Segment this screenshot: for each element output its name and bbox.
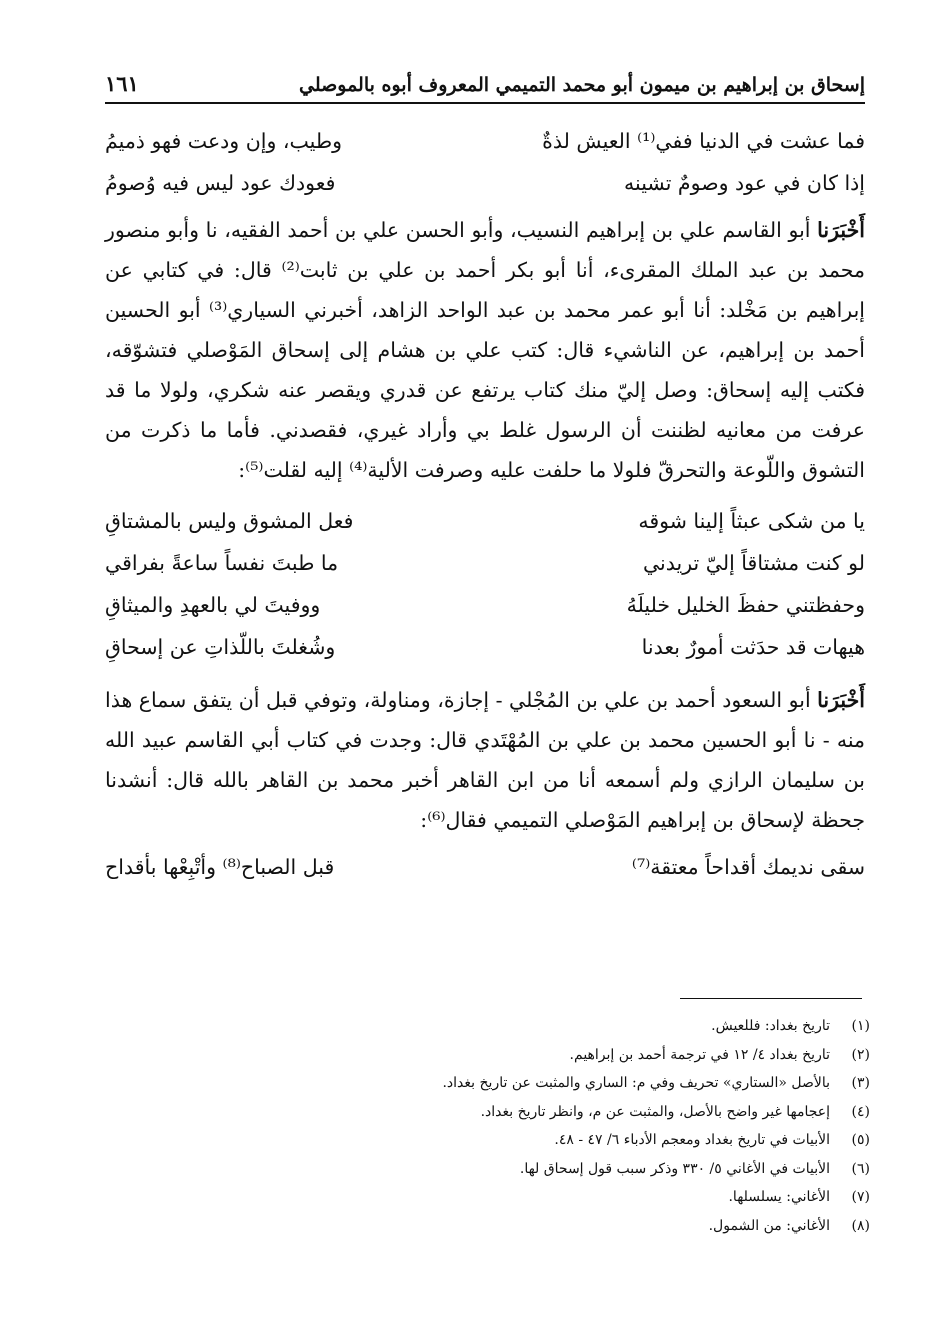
footnote-number: (٢) — [851, 1046, 870, 1063]
poem-1 — [105, 120, 865, 204]
second-hemistich: قبل الصباح⁽⁸⁾ وأتْبِعْها بأقداح — [105, 855, 335, 879]
second-hemistich: فعل المشوق وليس بالمشتاقِ — [105, 509, 354, 533]
verse-line — [105, 584, 865, 626]
footnote — [105, 1183, 870, 1212]
footnote — [105, 1212, 870, 1241]
footnote-text: الأبيات في الأغاني ٥/ ٣٣٠ وذكر سبب قول إسحاق لها. — [519, 1160, 830, 1177]
second-hemistich: فعودك عود ليس فيه وُصومُ — [105, 171, 336, 195]
footnote-number: (٧) — [851, 1189, 870, 1205]
first-hemistich: لو كنت مشتاقاً إليّ تريدني — [642, 551, 865, 575]
running-title: إسحاق بن إبراهيم بن ميمون أبو محمد التميمي المعروف أبوه بالموصلي — [299, 74, 865, 96]
footnote-text: تاريخ بغداد ٤/ ١٢ في ترجمة أحمد بن إبراهيم. — [569, 1046, 830, 1063]
first-hemistich: سقى نديمك أقداحاً معتقة⁽⁷⁾ — [631, 855, 865, 879]
akhbarana-keyword: أَخْبَرَنا — [817, 218, 865, 242]
paragraph-text: أبو القاسم علي بن إبراهيم النسيب، وأبو الحسن علي بن أحمد الفقيه، نا وأبو منصور محمد بن عبد الملك المقرىء، أنا أبو بكر أحمد بن علي بن ثابت⁽²⁾ قال: في كتابي عن إبراهيم بن مَخْلد: أنا أبو عمر محمد بن عبد الواحد الزاهد، أخبرني السياري⁽³⁾ أبو الحسين أحمد بن إبراهيم، عن الناشيء قال: كتب علي بن هشام إلى إسحاق المَوْصلي فتشوّقه، فكتب إليه إسحاق: وصل إليّ منك كتاب يرتفع عن قدري ويقصر عنه شكري، ولولا ما قد عرفت من معانيه لظننت أن الرسول غلط بي وأراد غيري، فقصدني. فأما ما ذكرت من التشوق واللّوعة والتحرقّ فلولا ما حلفت عليه وصرفت الألية⁽⁴⁾ إليه لقلت⁽⁵⁾: — [105, 218, 866, 482]
akhbarana-keyword: أَخْبَرَنا — [817, 688, 865, 712]
verse-line — [105, 846, 865, 888]
verse-line — [105, 120, 865, 162]
footnote — [105, 1126, 870, 1155]
footnote-number: (٥) — [851, 1132, 870, 1148]
footnote — [105, 1041, 870, 1070]
running-header — [105, 62, 865, 104]
verse-line — [105, 626, 865, 668]
footnote-text: تاريخ بغداد: فللعيش. — [711, 1018, 830, 1034]
page-number: ١٦١ — [105, 71, 139, 96]
footnote — [105, 1155, 870, 1184]
second-hemistich: ما طبتَ نفساً ساعةً بفراقي — [105, 551, 339, 575]
footnote-number: (٦) — [851, 1160, 870, 1177]
first-hemistich: إذا كان في عود وصومٌ تشينه — [624, 171, 865, 195]
footnote-number: (٤) — [851, 1103, 870, 1120]
footnote-number: (١) — [851, 1018, 870, 1034]
main-text — [105, 120, 865, 894]
footnotes — [105, 1012, 870, 1240]
footnote-text: إعجامها غير واضح بالأصل، والمثبت عن م، وانظر تاريخ بغداد. — [480, 1103, 830, 1120]
verse-line — [105, 542, 865, 584]
poem-3 — [105, 846, 865, 888]
paragraph-text: أبو السعود أحمد بن علي بن المُجْلي - إجازة، ومناولة، وتوفي قبل أن يتفق سماع هذا منه - نا أبو الحسين محمد بن علي بن المُهْتَدي قال: وجدت في كتاب أبي القاسم عبيد الله بن سليمان الرازي ولم أسمعه أنا من ابن القاهر أخبر محمد بن القاهر بالله قال: أنشدنا جحظة لإسحاق بن إبراهيم المَوْصلي التميمي فقال⁽⁶⁾: — [105, 688, 865, 832]
footnote-text: الأبيات في تاريخ بغداد ومعجم الأدباء ٦/ ٤٧ - ٤٨. — [554, 1132, 830, 1148]
poem-2 — [105, 500, 865, 668]
first-hemistich: وحفظتني حفظَ الخليل خليلَهُ — [626, 593, 865, 617]
first-hemistich: هيهات قد حدَثت أمورٌ بعدنا — [641, 635, 865, 659]
footnote — [105, 1012, 870, 1041]
footnote-text: بالأصل «الستاري» تحريف وفي م: الساري والمثبت عن تاريخ بغداد. — [442, 1075, 830, 1091]
footnote-separator — [680, 998, 862, 999]
verse-line — [105, 162, 865, 204]
second-hemistich: ووفيتَ لي بالعهدِ والميثاقِ — [105, 593, 321, 617]
footnote — [105, 1098, 870, 1127]
footnote-number: (٣) — [851, 1075, 870, 1091]
paragraph-2 — [105, 680, 865, 840]
second-hemistich: وطيب، وإن ودعت فهو ذميمُ — [105, 129, 343, 153]
second-hemistich: وشُغلتَ باللّذاتِ عن إسحاقِ — [105, 635, 336, 659]
footnote-number: (٨) — [851, 1217, 870, 1234]
first-hemistich: فما عشت في الدنيا ففي⁽¹⁾ العيش لذةٌ — [542, 129, 865, 153]
footnote — [105, 1069, 870, 1098]
paragraph-1 — [105, 210, 865, 490]
footnote-text: الأغاني: من الشمول. — [708, 1217, 830, 1234]
verse-line — [105, 500, 865, 542]
footnote-text: الأغاني: يسلسلها. — [728, 1189, 830, 1205]
first-hemistich: يا من شكى عبثاً إلينا شوقه — [638, 509, 865, 533]
